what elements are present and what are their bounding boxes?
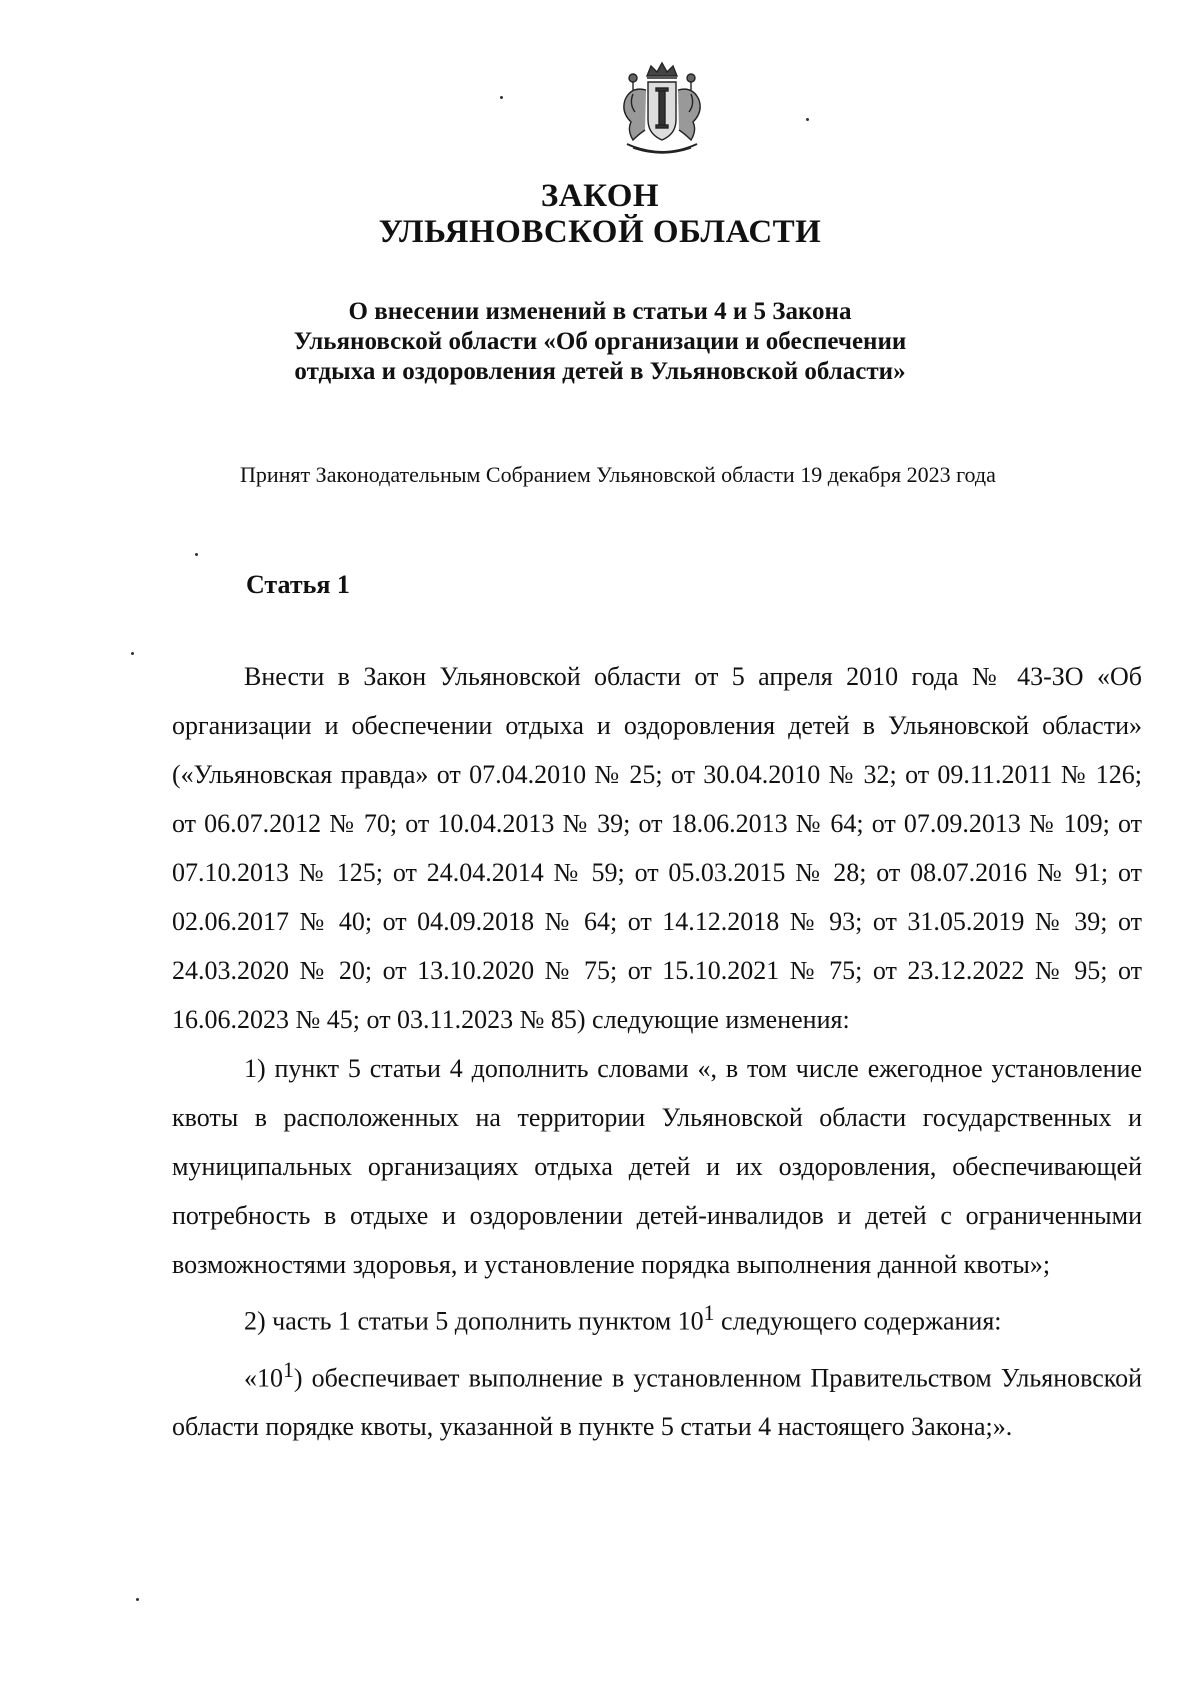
subtitle-line: Ульяновской области «Об организации и обеспечении xyxy=(293,328,907,355)
item2-superscript: 1 xyxy=(703,1301,715,1325)
law-title-line1: ЗАКОН xyxy=(540,178,660,214)
law-title-line2: УЛЬЯНОВСКОЙ ОБЛАСТИ xyxy=(378,214,822,250)
item3-text-end: ) обеспечивает выполнение в установленном Правительством Ульяновской области порядке квоты, указанной в пункте 5 статьи 4 настоящего Закона;». xyxy=(172,1363,1142,1442)
amendment-item-2 xyxy=(172,1289,1142,1346)
item3-superscript: 1 xyxy=(283,1357,294,1382)
item3-text: «10 xyxy=(244,1363,283,1393)
item2-text-end: следующего содержания: xyxy=(714,1306,1002,1336)
scan-speck xyxy=(806,118,809,121)
adoption-note: Принят Законодательным Собранием Ульяновской области 19 декабря 2023 года xyxy=(240,462,996,487)
scan-speck xyxy=(195,553,198,556)
amendment-item-3 xyxy=(172,1346,1142,1452)
law-subtitle xyxy=(0,297,1200,387)
scan-speck xyxy=(500,96,503,99)
article-body xyxy=(172,652,1142,1451)
scan-speck xyxy=(131,652,134,655)
article-heading: Статья 1 xyxy=(246,570,350,599)
coat-of-arms-icon xyxy=(603,60,721,160)
item2-text: 2) часть 1 статьи 5 дополнить пунктом 10 xyxy=(244,1306,704,1336)
subtitle-line: отдыха и оздоровления детей в Ульяновской области» xyxy=(294,358,906,385)
amendment-item-1: 1) пункт 5 статьи 4 дополнить словами «, в том числе ежегодное установление квоты в расположенных на территории Ульяновской области государственных и муниципальных организациях отдыха детей и их оздоровления, обеспечивающей потребность в отдыхе и оздоровлении детей-инвалидов и детей с ограниченными возможностями здоровья, и установление порядка выполнения данной квоты»; xyxy=(172,1054,1142,1279)
article-intro-paragraph: Внести в Закон Ульяновской области от 5 апреля 2010 года № 43-ЗО «Об организации и обеспечении отдыха и оздоровления детей в Ульяновской области» («Ульяновская правда» от 07.04.2010 № 25; от 30.04.2010 № 32; от 09.11.2011 № 126; от 06.07.2012 № 70; от 10.04.2013 № 39; от 18.06.2013 № 64; от 07.09.2013 № 109; от 07.10.2013 № 125; от 24.04.2014 № 59; от 05.03.2015 № 28; от 08.07.2016 № 91; от 02.06.2017 № 40; от 04.09.2018 № 64; от 14.12.2018 № 93; от 31.05.2019 № 39; от 24.03.2020 № 20; от 13.10.2020 № 75; от 15.10.2021 № 75; от 23.12.2022 № 95; от 16.06.2023 № 45; от 03.11.2023 № 85) следующие изменения: xyxy=(172,662,1142,1034)
scan-speck xyxy=(136,1598,139,1601)
subtitle-line: О внесении изменений в статьи 4 и 5 Закона xyxy=(348,298,852,325)
